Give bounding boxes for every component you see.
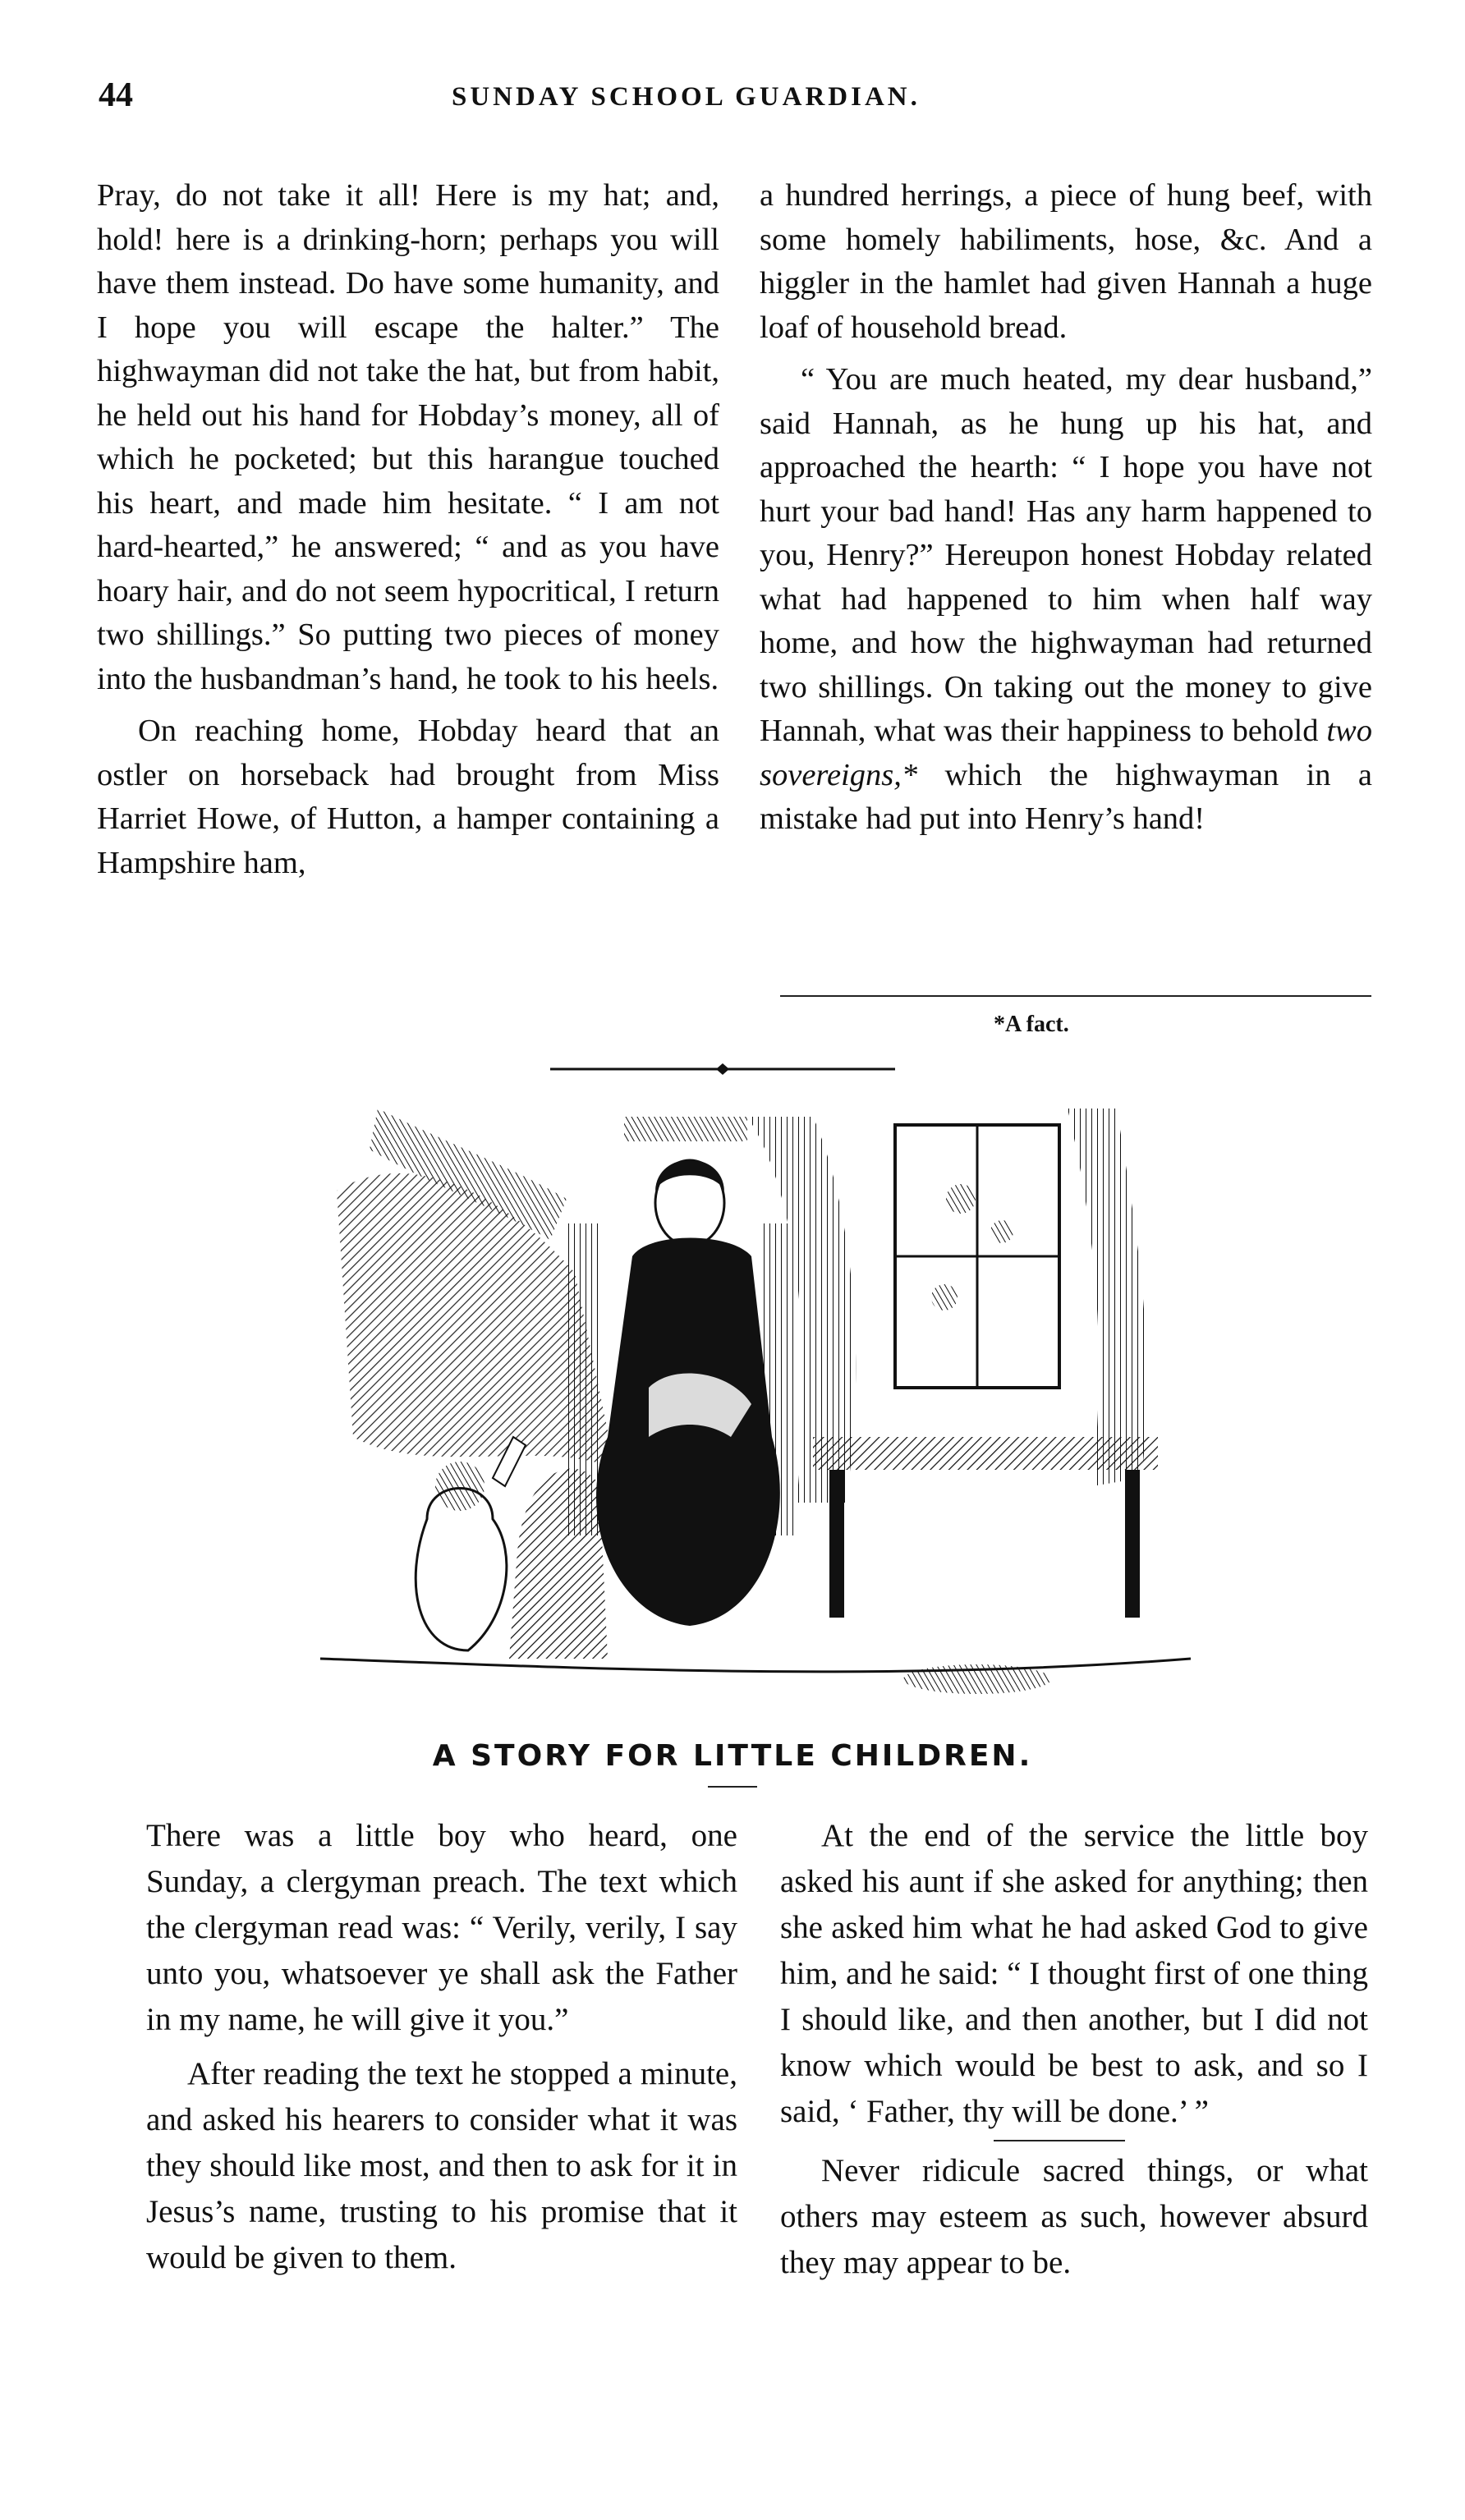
footnote: *A fact. bbox=[994, 1012, 1069, 1037]
page-header bbox=[99, 76, 1380, 133]
page-number: 44 bbox=[99, 76, 133, 114]
separator-rule bbox=[994, 2140, 1125, 2141]
paragraph-text: “ You are much heated, my dear husband,” said Hannah, as he hung up his hat, and approached the hearth: “ I hope you have not hurt your bad hand! Has any harm happened to you, Henry?” Hereupon honest Hobday related what had happened to him when half way home, and how the highwayman had returned two shillings. On taking out the money to give Hannah, what was their happiness to behold bbox=[760, 362, 1372, 748]
title-rule bbox=[708, 1786, 757, 1788]
engraving-illustration bbox=[304, 1092, 1199, 1708]
children-story-column-left bbox=[146, 1813, 737, 2281]
paragraph bbox=[760, 358, 1372, 842]
paragraph: Pray, do not take it all! Here is my hat; and, hold! here is a drinking-horn; perhaps you will have them instead. Do have some humanity, and I hope you will escape the halter.” The highwayman did not take the hat, but from habit, he held out his hand for Hobday’s money, all of which he pocketed; but this harangue touched his heart, and made him hesitate. “ I am not hard-hearted,” he answered; “ and as you have hoary hair, and do not seem hypocritical, I return two shillings.” So putting two pieces of money into the husbandman’s hand, he took to his heels. bbox=[97, 178, 719, 696]
story-column-right bbox=[760, 174, 1372, 842]
children-story-column-right bbox=[780, 1813, 1368, 2286]
ornament-divider bbox=[550, 1061, 895, 1077]
paragraph: There was a little boy who heard, one Sunday, a clergyman preach. The text which the clergyman read was: “ Verily, verily, I say unto you, whatsoever ye shall ask the Father in my name, he will give it you.” bbox=[146, 1818, 737, 2037]
story-column-left bbox=[97, 174, 719, 885]
running-head: SUNDAY SCHOOL GUARDIAN. bbox=[452, 82, 921, 112]
section-title: A STORY FOR LITTLE CHILDREN. bbox=[432, 1739, 1033, 1773]
paragraph: After reading the text he stopped a minute, and asked his hearers to consider what it was they should like most, and then to ask for it in Jesus’s name, trusting to his promise that it would be given to them. bbox=[146, 2056, 737, 2275]
emphasis-text: two sovereigns,* bbox=[760, 714, 1372, 792]
paragraph: a hundred herrings, a piece of hung beef, with some homely habiliments, hose, &c. And a higgler in the hamlet had given Hannah a huge loaf of household bread. bbox=[760, 178, 1372, 345]
paragraph-text: which the highwayman in a mistake had put into Henry’s hand! bbox=[760, 757, 1373, 836]
paragraph: Never ridicule sacred things, or what others may esteem as such, however absurd they may appear to be. bbox=[780, 2153, 1368, 2280]
paragraph: At the end of the service the little boy asked his aunt if she asked for anything; then she asked him what he had asked God to give him, and he said: “ I thought first of one thing I should like, and then another, but I did not know which would be best to ask, and so I said, ‘ Father, thy will be done.’ ” bbox=[780, 1818, 1368, 2129]
footnote-rule bbox=[780, 995, 1371, 997]
paragraph: On reaching home, Hobday heard that an ostler on horseback had brought from Miss Harriet Howe, of Hutton, a hamper containing a Hampshire ham, bbox=[97, 714, 719, 880]
